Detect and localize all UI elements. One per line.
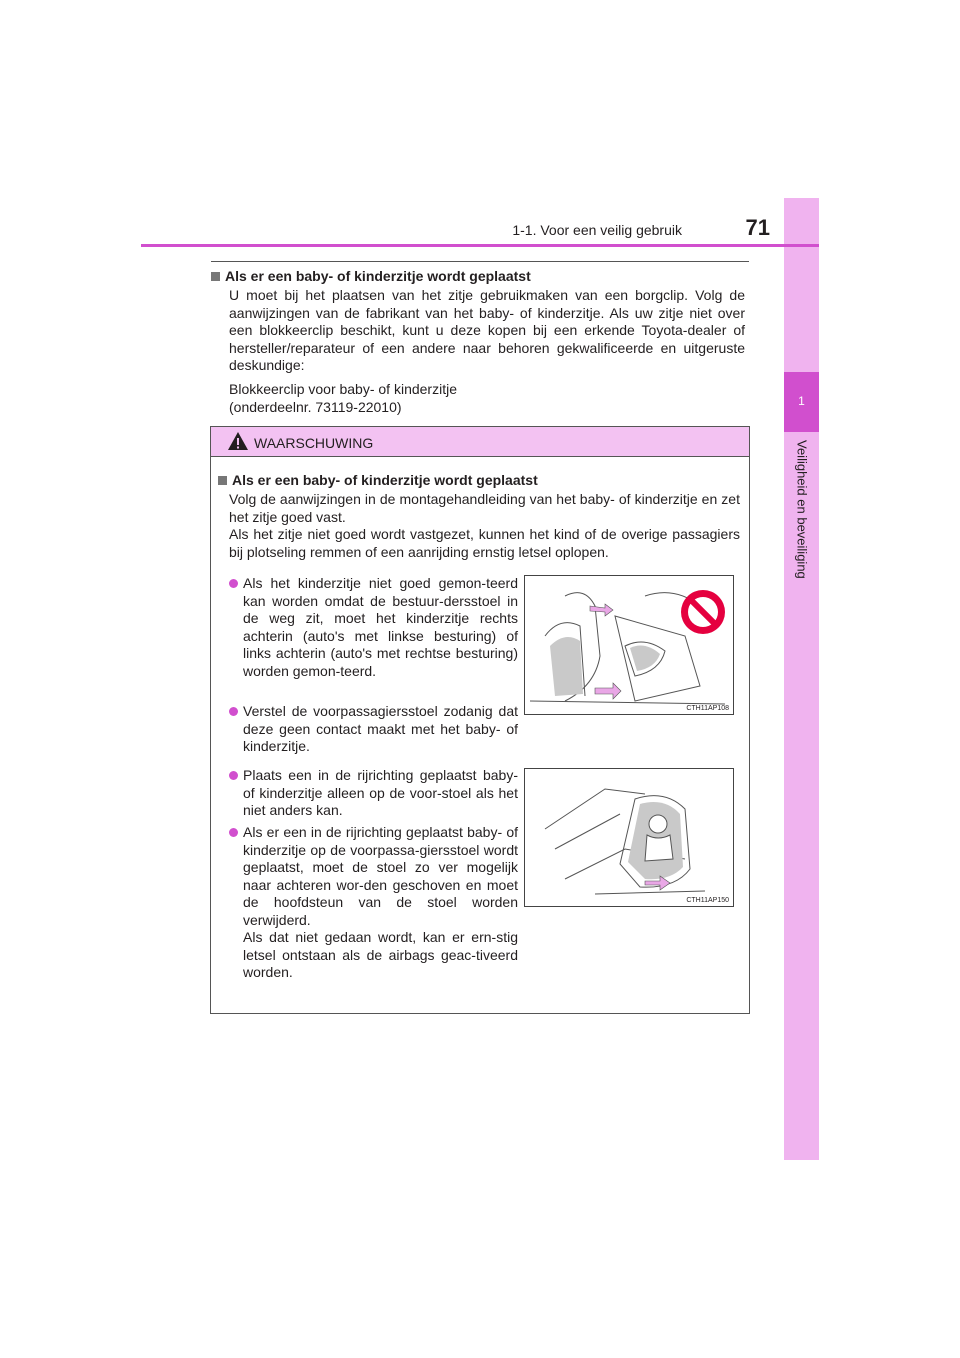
figure-front-seat-child-seat [524, 768, 734, 907]
header-rule [141, 244, 819, 247]
bullet-dot-icon [229, 828, 238, 837]
bullet-dot-icon [229, 771, 238, 780]
bullet-text: Plaats een in de rijrichting geplaatst baby- of kinderzitje alleen op de voor-stoel als het niet anders kan. [243, 767, 518, 818]
bullet-text: Als er een in de rijrichting geplaatst baby- of kinderzitje op de voorpassa-giersstoel wordt geplaatst, moet de stoel zo ver mogelijk naar achteren wor-den geschoven en moet de hoofdsteun van de stoel worden verwijderd. [243, 824, 518, 928]
figure-driver-seat-conflict [524, 575, 734, 715]
main-heading-text: Als er een baby- of kinderzitje wordt geplaatst [225, 268, 531, 284]
page-number: 71 [745, 215, 770, 240]
warning-heading-text: Als er een baby- of kinderzitje wordt geplaatst [232, 472, 538, 488]
figure-code: CTH11AP150 [686, 897, 729, 904]
square-bullet-icon [218, 476, 227, 485]
main-paragraph: U moet bij het plaatsen van het zitje gebruikmaken van een borgclip. Volg de aanwijzingen van de fabrikant van het baby- of kinderzitje. Als uw zitje niet over een blokkeerclip beschikt, kunt u deze kopen bij een erkende Toyota-dealer of hersteller/reparateur of een andere naar behoren gekwalificeerde en uitgeruste deskundige: [229, 287, 745, 373]
bullet-item [229, 575, 518, 680]
main-heading [211, 268, 751, 284]
warning-paragraph [229, 491, 740, 561]
warning-title: WAARSCHUWING [254, 435, 374, 451]
warning-paragraph-line1: Volg de aanwijzingen in de montagehandleiding van het baby- of kinderzitje en zet het zitje goed vast. [229, 491, 740, 525]
part-line-2: (onderdeelnr. 73119-22010) [229, 399, 402, 415]
bullet-item [229, 824, 518, 982]
chapter-number: 1 [798, 394, 805, 408]
bullet-item [229, 767, 518, 820]
section-title: 1-1. Voor een veilig gebruik [512, 222, 682, 238]
warning-paragraph-line2: Als het zitje niet goed wordt vastgezet, kunnen het kind of de overige passagiers bij plotseling remmen of een aanrijding ernstig letsel oplopen. [229, 526, 740, 560]
warning-triangle-icon [227, 431, 249, 451]
part-number-block [229, 380, 745, 416]
bullet-text-extra: Als dat niet gedaan wordt, kan er ern-stig letsel ontstaan als de airbags geac-tiveerd worden. [243, 929, 518, 980]
bullet-dot-icon [229, 707, 238, 716]
figure-code: CTH11AP108 [686, 705, 729, 712]
car-interior-illustration [525, 576, 733, 714]
chapter-title [784, 440, 819, 680]
part-line-1: Blokkeerclip voor baby- of kinderzitje [229, 381, 457, 397]
front-seat-illustration [525, 769, 733, 906]
bullet-text: Als het kinderzitje niet goed gemon-teerd kan worden omdat de bestuur-dersstoel in de weg zit, moet het kinderzitje rechts achterin (auto's met linkse besturing) of links achterin (auto's met rechtse besturing) worden gemon-teerd. [243, 575, 518, 679]
square-bullet-icon [211, 272, 220, 281]
bullet-dot-icon [229, 579, 238, 588]
chapter-title-text: Veiligheid en beveiliging [794, 440, 809, 579]
warning-heading [218, 472, 748, 488]
bullet-item [229, 703, 518, 756]
section-rule [211, 261, 749, 262]
bullet-text: Verstel de voorpassagiersstoel zodanig dat deze geen contact maakt met het baby- of kinderzitje. [243, 703, 518, 754]
